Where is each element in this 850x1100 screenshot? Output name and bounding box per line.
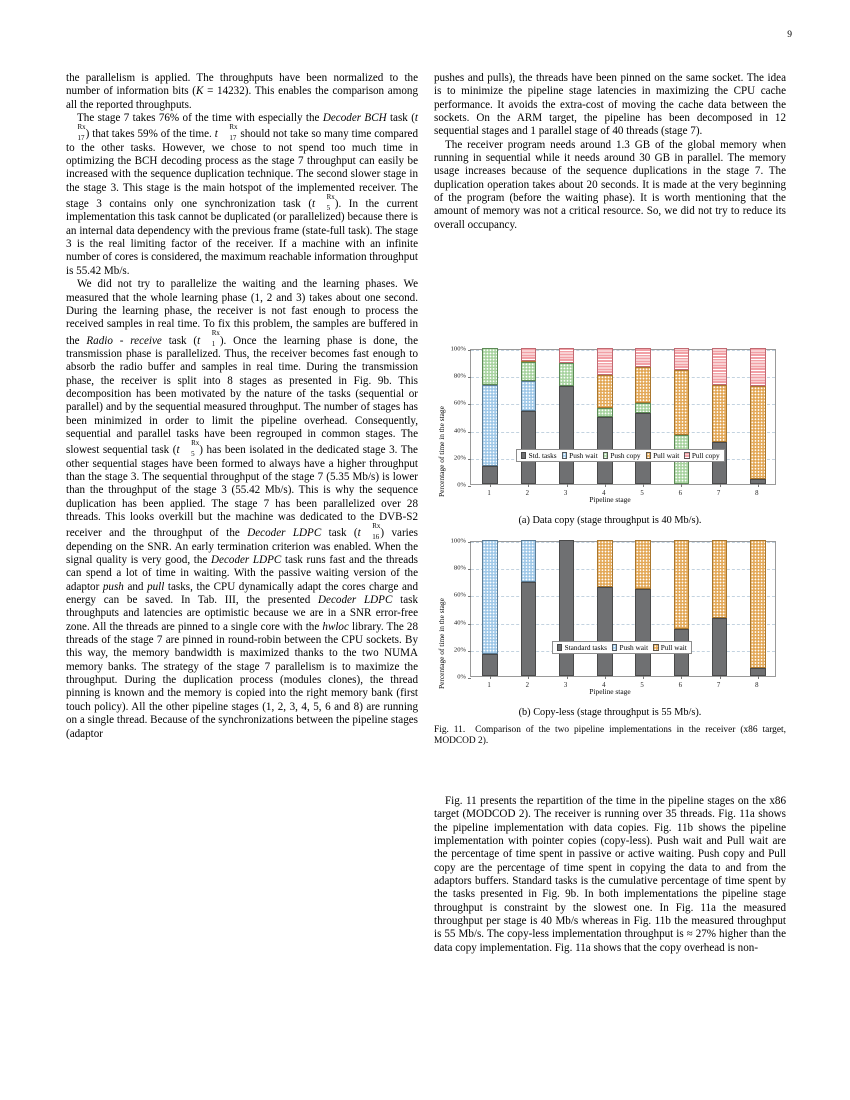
y-tick-label: 40% (453, 427, 466, 435)
legend-item-pull-copy (684, 452, 719, 460)
bar-segment-pull-wait (674, 540, 690, 629)
bar-segment-push-copy (521, 362, 537, 380)
y-tick-mark (468, 432, 471, 433)
x-tick-mark (605, 484, 606, 487)
gridline-horizontal (471, 350, 775, 351)
bar-segment-pull-copy (635, 348, 651, 367)
x-tick-mark (720, 484, 721, 487)
page-number: 9 (787, 30, 792, 40)
bar-segment-push-copy (559, 363, 575, 386)
bar-stage-4 (597, 540, 613, 676)
x-tick-label: 1 (487, 490, 491, 497)
bar-stage-6 (674, 540, 690, 676)
gridline-horizontal (471, 569, 775, 570)
x-tick-mark (490, 484, 491, 487)
paragraph-right-2: The receiver program needs around 1.3 GB of the global memory when running in sequential while it needs around 30 GB in parallel. The memory usage increases because of the sequence duplications in the stage 7. The duplication operation takes about 20 seconds. It is made at the very beginning of the program (before the waiting phase). It is worth mentioning that the amount of memory was not a critical resource. So, we did not try to reduce its overall occupancy. (434, 138, 786, 231)
chart-11b (434, 537, 786, 718)
subcaption-a: (a) Data copy (stage throughput is 40 Mb/s). (518, 515, 702, 526)
bar-segment-push-wait (521, 381, 537, 412)
y-tick-label: 60% (453, 591, 466, 599)
legend-item-std-tasks (521, 452, 557, 460)
legend-label: Push wait (569, 450, 598, 460)
y-tick-label: 40% (453, 619, 466, 627)
gridline-horizontal (471, 432, 775, 433)
bar-stage-2 (521, 348, 537, 484)
y-tick-label: 80% (453, 372, 466, 380)
bar-segment-pull-wait (674, 370, 690, 435)
y-axis-label-b: Percentage of time in the stage (437, 598, 446, 689)
gridline-horizontal (471, 542, 775, 543)
figure-caption (434, 725, 786, 748)
legend-label: Push copy (610, 450, 641, 460)
y-tick-mark (468, 350, 471, 351)
x-tick-label: 6 (678, 682, 683, 689)
y-tick-mark (468, 569, 471, 570)
bar-segment-pull-wait (597, 540, 613, 587)
bar-segment-std-tasks (559, 386, 575, 484)
bar-segment-standard-tasks (482, 654, 498, 676)
bar-segment-pull-wait (712, 540, 728, 618)
bar-segment-pull-copy (712, 348, 728, 385)
x-tick-mark (681, 676, 682, 679)
left-text-column (66, 72, 418, 741)
x-tick-label: 7 (716, 490, 721, 497)
x-tick-mark (567, 676, 568, 679)
legend-label: Std. tasks (528, 450, 557, 460)
y-axis-label-a: Percentage of time in the stage (437, 406, 446, 497)
bar-stage-7 (712, 540, 728, 676)
chart-11a (434, 345, 786, 526)
paragraph-right-1: pushes and pulls), the threads have been pinned on the same socket. The idea is to minimize the pipeline stage latencies in maximizing the CPU cache performance. It avoids the extra-cost of moving the cache data between the sockets. On the ARM target, the pipeline has been decomposed in 12 sequential stages and 1 parallel stage of 40 threads (stage 7). (434, 72, 786, 138)
y-tick-mark (468, 596, 471, 597)
legend-item-push-copy (603, 452, 641, 460)
subcaption-b: (b) Copy-less (stage throughput is 55 Mb/s). (518, 707, 702, 718)
y-tick-mark (468, 486, 471, 487)
bar-segment-pull-copy (597, 348, 613, 375)
y-tick-label: 60% (453, 399, 466, 407)
x-tick-label: 5 (640, 682, 644, 689)
x-tick-mark (528, 484, 529, 487)
x-axis-label-a: Pipeline stage (589, 495, 631, 504)
x-tick-label: 7 (716, 682, 721, 689)
y-tick-label: 20% (453, 646, 466, 654)
plot-area-a (434, 345, 786, 513)
legend-swatch (521, 452, 526, 459)
legend-label: Push wait (619, 642, 649, 652)
y-tick-mark (468, 377, 471, 378)
x-tick-label: 2 (525, 490, 530, 497)
legend-label: Pull wait (660, 642, 687, 652)
y-tick-label: 80% (453, 564, 466, 572)
y-tick-label: 0% (457, 481, 466, 489)
x-tick-label: 2 (525, 682, 530, 689)
x-tick-mark (681, 484, 682, 487)
legend-label: Standard tasks (564, 642, 607, 652)
x-tick-mark (643, 676, 644, 679)
bar-segment-standard-tasks (597, 587, 613, 676)
x-tick-label: 8 (755, 682, 759, 689)
x-tick-mark (758, 484, 759, 487)
x-tick-mark (605, 676, 606, 679)
bar-segment-pull-wait (712, 385, 728, 441)
bar-segment-standard-tasks (559, 540, 575, 676)
x-tick-label: 4 (602, 682, 606, 689)
bar-stage-7 (712, 348, 728, 484)
figure-caption-text: Comparison of the two pipeline implementations in the receiver (x86 target, MODCOD 2). (434, 725, 786, 747)
legend-swatch (603, 452, 608, 459)
bar-stage-5 (635, 540, 651, 676)
bar-segment-pull-wait (750, 540, 766, 668)
x-tick-label: 4 (602, 490, 606, 497)
bar-segment-standard-tasks (521, 582, 537, 676)
bar-segment-std-tasks (482, 466, 498, 484)
bar-stage-1 (482, 540, 498, 676)
bar-stage-5 (635, 348, 651, 484)
bar-segment-push-wait (521, 540, 537, 582)
bar-segment-pull-copy (521, 348, 537, 361)
math-K: K = 14232 (196, 85, 245, 98)
bar-segment-push-wait (482, 540, 498, 654)
bar-stage-8 (750, 348, 766, 484)
legend-swatch (557, 644, 562, 651)
bar-stage-3 (559, 540, 575, 676)
legend-item-standard-tasks (557, 644, 607, 652)
bar-segment-push-wait (482, 385, 498, 466)
bar-stage-6 (674, 348, 690, 484)
bar-segment-push-copy (635, 403, 651, 413)
x-tick-label: 3 (563, 682, 568, 689)
right-text-column-bottom (434, 795, 786, 955)
figure-caption-label: Fig. 11. (434, 725, 466, 735)
gridline-horizontal (471, 377, 775, 378)
plot-frame-a (470, 349, 776, 485)
legend-item-push-wait (612, 644, 648, 652)
gridline-horizontal (471, 404, 775, 405)
bar-segment-pull-copy (750, 348, 766, 386)
x-tick-mark (567, 484, 568, 487)
legend-item-pull-wait (653, 644, 687, 652)
plot-area-b (434, 537, 786, 705)
paragraph-left-3: We did not try to parallelize the waiting and the learning phases. We measured that the whole learning phase (1, 2 and 3) takes about one second. During the learning phase, the receiver is not fast enough to process the received samples in real time. To fix this problem, the samples are buffered in the Radio - receive task (t Rx 1 ). Once the learning phase is done, the transmission phase is parallelized. Thus, the receiver becomes fast enough to absorb the radio buffer and samples in real time. During the transmission phase, the receiver is split into 8 stages as presented in Fig. 9b. This decomposition has been motivated by the nature of the tasks (sequential or parallel) and by the sequential measured throughput. The number of stages has been minimized in order to limit the pipeline overhead. Consequently, sequential and parallel tasks have been regrouped in common stages. The slowest sequential task (t Rx 5 ) has been isolated in the dedicated stage 3. The other sequential stages have been formed to always have a higher throughput than the stage 3. The sequential throughput of the stage 7 (5.35 Mb/s) is lower than the throughput of the stage 3 (55.42 Mb/s). This is why the sequence duplication has been applied. The stage 7 has been parallelized over 28 threads. This looks overkill but the machine was dedicated to the DVB-S2 receiver and the throughput of the Decoder LDPC task (t Rx 16 ) varies depending on the SNR. An early termination criterion was enabled. When the signal quality is very good, the Decoder LDPC task runs fast and the threads can spend a lot of time in waiting. With the passive waiting version of the adaptor push and pull tasks, the CPU dynamically adapt the cores charge and energy can be saved. In Tab. III, the presented Decoder LDPC task throughputs and latencies are optimistic because we are in a SNR error-free zone. All the threads are pinned to a single core with the hwloc library. The 28 threads of the stage 7 are pinned in round-robin between the CPU sockets. By this way, the memory bandwidth is maximized thanks to the two NUMA memory banks. The strategy of the stage 7 parallelism is to maximize the throughput. During the duplication process (modules clones), the thread pinning is known and the memory is copied into the right memory bank (first touch policy). All the other pipeline stages (1, 2, 3, 4, 5, 6 and 8) are running on a single thread. Because of the synchronizations between the pipeline stages (adaptor (66, 278, 419, 740)
bar-segment-pull-wait (750, 386, 766, 478)
legend-item-push-wait (562, 452, 598, 460)
legend-swatch (612, 644, 617, 651)
y-tick-label: 0% (457, 673, 466, 681)
gridline-horizontal (471, 596, 775, 597)
y-tick-mark (468, 404, 471, 405)
legend-label: Pull wait (653, 450, 680, 460)
x-tick-label: 5 (640, 490, 644, 497)
legend-swatch (653, 644, 658, 651)
legend-swatch (646, 452, 651, 459)
x-tick-mark (528, 676, 529, 679)
y-tick-mark (468, 624, 471, 625)
bar-stage-3 (559, 348, 575, 484)
x-tick-mark (758, 676, 759, 679)
legend-swatch (684, 452, 689, 459)
y-tick-label: 20% (453, 454, 466, 462)
x-tick-mark (490, 676, 491, 679)
legend-label: Pull copy (691, 450, 720, 460)
x-tick-mark (643, 484, 644, 487)
bar-stage-4 (597, 348, 613, 484)
bar-segment-pull-copy (559, 348, 575, 363)
gridline-horizontal (471, 624, 775, 625)
bar-segment-standard-tasks (750, 668, 766, 676)
y-tick-mark (468, 678, 471, 679)
y-tick-mark (468, 459, 471, 460)
right-text-column-top (434, 72, 786, 232)
y-tick-mark (468, 542, 471, 543)
bar-segment-pull-copy (674, 348, 690, 370)
legend-item-pull-wait (646, 452, 680, 460)
x-tick-label: 3 (563, 490, 568, 497)
paragraph-left-2: The stage 7 takes 76% of the time with especially the Decoder BCH task (t Rx 17 ) that takes 59% of the time. t Rx 17 should not take so many time compared to the other tasks. However, we chose to not spend too much time in optimizing the BCH decoding process as the stage 7 throughput can easily be increased with the sequence duplication technique. The second slower stage in the stage 3. This stage is the main hotspot of the implemented receiver. The stage 3 contains only one synchronization task (t Rx 5 ). In the current implementation this task cannot be duplicated (or parallelized) because there is an internal data dependency with the previous frame (state-full task). The stage 3 is the real limiting factor of the receiver. If a machine with an infinite number of cores is considered, the maximum reachable information throughput is 55.42 Mb/s. (66, 112, 418, 277)
legend-a (516, 449, 725, 462)
bar-segment-push-copy (597, 408, 613, 418)
bar-segment-pull-wait (597, 375, 613, 408)
paragraph-right-3: Fig. 11 presents the repartition of the time in the pipeline stages on the x86 target (MODCOD 2). The receiver is running over 35 threads. Fig. 11a shows the pipeline implementation with data copies. Fig. 11b shows the pipeline implementation with pointer copies (copy-less). Push wait and Pull wait are the percentage of time spent in passive or active waiting. Push copy and Pull copy are the percentage of time spent in copying the data to and from the adaptors buffers. Standard tasks is the cumulative percentage of time spent by the tasks presented in Fig. 9b. In both implementations the pipeline stage throughput is constraint by the slowest one. In Fig. 11a the measured throughput per stage is 40 Mb/s whereas in Fig. 11b the measured throughput is 55 Mb/s. The copy-less implementation throughput is ≈ 27% higher than the data copy implementation. Fig. 11a shows that the copy overhead is non- (434, 795, 786, 954)
bar-stage-1 (482, 348, 498, 484)
bar-segment-pull-wait (635, 367, 651, 403)
bar-segment-standard-tasks (635, 589, 651, 676)
y-tick-label: 100% (450, 345, 466, 353)
legend-b (552, 641, 692, 654)
x-tick-label: 6 (678, 490, 683, 497)
x-tick-label: 8 (755, 490, 759, 497)
paragraph-left-1: the parallelism is applied. The throughputs have been normal​ized to the number of information bits (K = 14232). This enables the comparison among all the reported throughputs. (66, 72, 418, 111)
y-tick-label: 100% (450, 537, 466, 545)
y-tick-mark (468, 651, 471, 652)
plot-frame-b (470, 541, 776, 677)
legend-swatch (562, 452, 567, 459)
x-axis-label-b: Pipeline stage (589, 687, 631, 696)
bar-segment-pull-wait (635, 540, 651, 589)
bar-stage-2 (521, 540, 537, 676)
x-tick-label: 1 (487, 682, 491, 689)
bar-segment-standard-tasks (712, 618, 728, 676)
x-tick-mark (720, 676, 721, 679)
figure-11 (434, 345, 786, 748)
bar-stage-8 (750, 540, 766, 676)
bar-segment-push-copy (482, 348, 498, 385)
bar-segment-std-tasks (521, 411, 537, 484)
